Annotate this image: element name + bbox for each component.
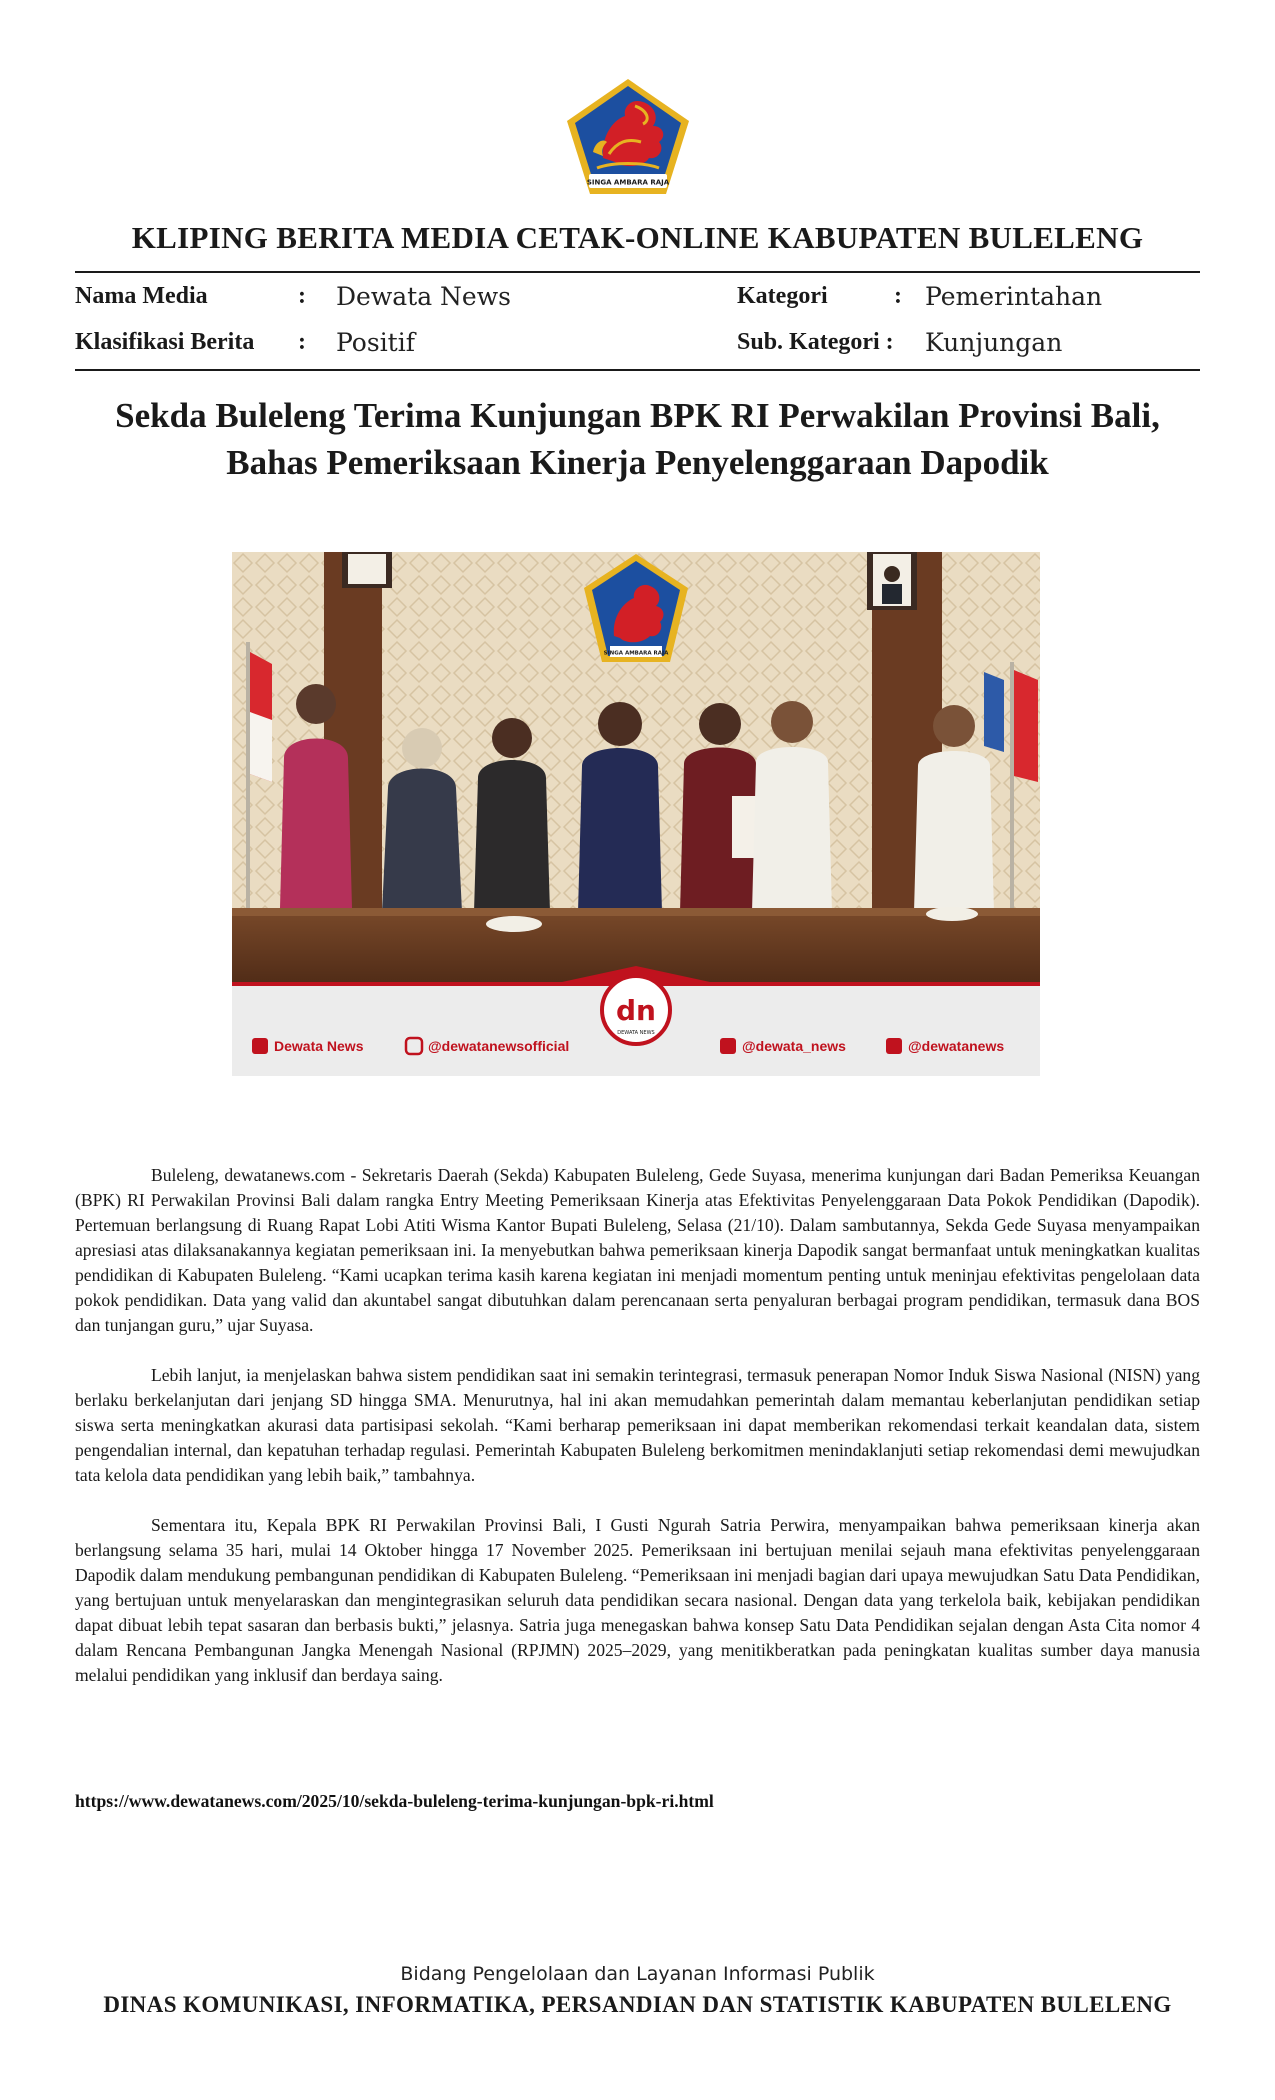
article-paragraph: Lebih lanjut, ia menjelaskan bahwa sistem pendidikan saat ini semakin terintegrasi, termasuk penerapan Nomor Induk Siswa Nasional (NISN) yang berlaku berkelanjutan dari jenjang SD hingga SMA. Menurutnya, hal ini akan memudahkan pemerintah dalam memantau keberlanjutan pendidikan setiap siswa serta meningkatkan akurasi data partisipasi sekolah. “Kami berharap pemeriksaan ini dapat memberikan rekomendasi terkait keandalan data, sistem pengendalian internal, dan kepatuhan terhadap regulasi. Pemerintah Kabupaten Buleleng berkomitmen menindaklanjuti setiap rekomendasi demi mewujudkan tata kelola data pendidikan yang lebih baik,” tambahnya. xyxy=(75,1365,1200,1485)
klasifikasi-value: Positif xyxy=(336,328,415,357)
kategori-colon: : xyxy=(894,283,902,309)
emblem-icon xyxy=(563,76,693,198)
social-facebook-label: Dewata News xyxy=(274,1038,364,1054)
divider-bottom xyxy=(75,369,1200,371)
dn-badge-letters: dn xyxy=(616,994,656,1027)
headline-line-2: Bahas Pemeriksaan Kinerja Penyelenggaraan Dapodik xyxy=(226,443,1049,482)
tiktok-icon xyxy=(886,1038,902,1054)
meeting-photo-illustration xyxy=(232,552,1040,1076)
emblem-motto: SINGA AMBARA RAJA xyxy=(586,178,670,187)
media-colon: : xyxy=(298,283,306,309)
footer-unit: Bidang Pengelolaan dan Layanan Informasi Publik xyxy=(400,1963,875,1985)
social-instagram-label: @dewatanewsofficial xyxy=(428,1038,570,1054)
source-link[interactable]: https://www.dewatanews.com/2025/10/sekda-buleleng-terima-kunjungan-bpk-ri.html xyxy=(75,1791,714,1811)
news-photo xyxy=(232,552,1040,1076)
divider-top xyxy=(75,271,1200,273)
headline-line-1: Sekda Buleleng Terima Kunjungan BPK RI Perwakilan Provinsi Bali, xyxy=(115,396,1160,435)
klasifikasi-colon: : xyxy=(298,329,306,355)
social-tiktok-label: @dewatanews xyxy=(908,1038,1005,1054)
article-headline xyxy=(75,392,1200,486)
dn-badge-sub: DEWATA NEWS xyxy=(617,1030,655,1036)
kategori-value: Pemerintahan xyxy=(925,282,1103,311)
article-paragraph: Buleleng, dewatanews.com - Sekretaris Daerah (Sekda) Kabupaten Buleleng, Gede Suyasa, menerima kunjungan dari Badan Pemeriksa Keuangan (BPK) RI Perwakilan Provinsi Bali dalam rangka Entry Meeting Pemeriksaan Kinerja atas Efektivitas Penyelenggaraan Data Pokok Pendidikan (Dapodik). Pertemuan berlangsung di Ruang Rapat Lobi Atiti Wisma Kantor Bupati Buleleng, Selasa (21/10). Dalam sambutannya, Sekda Gede Suyasa menyampaikan apresiasi atas dilaksanakannya kegiatan pemeriksaan ini. Ia menyebutkan bahwa pemeriksaan kinerja Dapodik sangat bermanfaat untuk meningkatkan kualitas pendidikan di Kabupaten Buleleng. “Kami ucapkan terima kasih karena kegiatan ini menjadi momentum penting untuk meninjau efektivitas pengelolaan data pokok pendidikan. Data yang valid dan akuntabel sangat dibutuhkan dalam perencanaan serta penyaluran berbagai program pendidikan, termasuk dana BOS dan tunjangan guru,” ujar Suyasa. xyxy=(75,1165,1200,1335)
subkategori-label: Sub. Kategori : xyxy=(737,329,894,355)
subkategori-value: Kunjungan xyxy=(925,328,1063,357)
twitter-icon xyxy=(720,1038,736,1054)
kategori-label: Kategori xyxy=(737,283,828,309)
media-value: Dewata News xyxy=(336,282,511,311)
media-label: Nama Media xyxy=(75,283,208,309)
facebook-icon xyxy=(252,1038,268,1054)
article-body xyxy=(75,1163,1200,1713)
article-paragraph: Sementara itu, Kepala BPK RI Perwakilan Provinsi Bali, I Gusti Ngurah Satria Perwira, menyampaikan bahwa pemeriksaan kinerja akan berlangsung selama 35 hari, mulai 14 Oktober hingga 17 November 2025. Pemeriksaan ini bertujuan menilai sejauh mana efektivitas penyelenggaraan Dapodik dalam mendukung pembangunan pendidikan di Kabupaten Buleleng. “Pemeriksaan ini menjadi bagian dari upaya mewujudkan Satu Data Pendidikan, yang bertujuan untuk menyelaraskan dan mengintegrasikan seluruh data pendidikan secara nasional. Dengan data yang terkelola baik, kebijakan pendidikan dapat dibuat lebih tepat sasaran dan berbasis bukti,” jelasnya. Satria juga menegaskan bahwa konsep Satu Data Pendidikan sejalan dengan Asta Cita nomor 4 dalam Rencana Pembangunan Jangka Menengah Nasional (RPJMN) 2025–2029, yang menitikberatkan pada peningkatan kualitas sumber daya manusia melalui pendidikan yang inklusif dan berdaya saing. xyxy=(75,1515,1200,1685)
buleleng-emblem xyxy=(563,76,693,198)
document-title: KLIPING BERITA MEDIA CETAK-ONLINE KABUPATEN BULELENG xyxy=(131,220,1144,255)
klasifikasi-label: Klasifikasi Berita xyxy=(75,329,255,355)
social-twitter-label: @dewata_news xyxy=(742,1038,846,1054)
footer-agency: DINAS KOMUNIKASI, INFORMATIKA, PERSANDIAN DAN STATISTIK KABUPATEN BULELENG xyxy=(103,1992,1172,2017)
wall-emblem-motto: SINGA AMBARA RAJA xyxy=(603,650,669,657)
